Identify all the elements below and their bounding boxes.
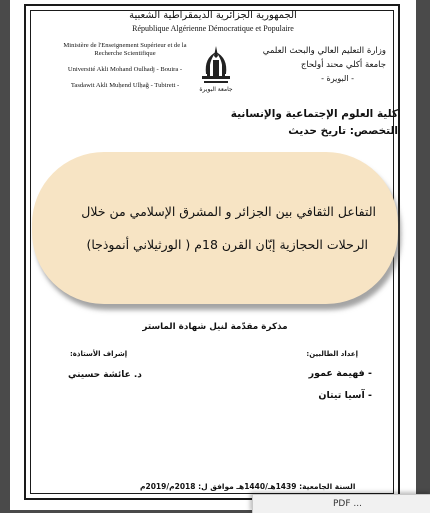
university-french: Université Akli Mohand Oulhadj - Bouira - xyxy=(67,66,183,73)
student-name-text: آسيا تيتان xyxy=(318,390,365,401)
memo-subtitle: مذكرة مقدّمة لنيل شهادة الماستر xyxy=(142,322,288,332)
university-arabic: جامعة أكلي محند أولحاج xyxy=(300,60,386,70)
thesis-title-line-2: الرحلات الحجازية إبّان القرن 18م ( الورثيلاني أنموذجا) xyxy=(86,237,368,252)
specialty: التخصص: تاريخ حديث xyxy=(288,125,398,137)
supervisor-label: إشراف الأستاذة: xyxy=(70,350,128,358)
republic-arabic: الجمهورية الجزائرية الديمقراطية الشعبية xyxy=(129,10,297,21)
students-label: إعداد الطالبين: xyxy=(306,350,358,358)
thesis-title-line-1: التفاعل الثقافي بين الجزائر و المشرق الإسلامي من خلال xyxy=(81,204,376,219)
city-arabic: - البويرة - xyxy=(321,74,354,83)
pdf-popup[interactable] xyxy=(252,494,430,513)
academic-year: السنة الجامعية: 1439هـ/1440هـ موافق ل: 2018م/2019م xyxy=(140,482,356,491)
supervisor-name: د. عائشة حسيني xyxy=(68,370,142,380)
ministry-french: Ministère de l'Enseignement Supérieur et de la Recherche Scientifique xyxy=(63,42,187,57)
title-banner xyxy=(32,152,398,304)
pdf-popup-text: PDF ... xyxy=(333,499,362,509)
university-logo xyxy=(194,44,238,90)
faculty-name: كلية العلوم الإجتماعية والإنسانية xyxy=(230,108,398,120)
document-page xyxy=(10,0,416,510)
republic-french: République Algérienne Démocratique et Populaire xyxy=(132,24,294,33)
student-name-text: فهيمة عمور xyxy=(308,368,365,379)
student-name: - فهيمة عمور xyxy=(308,368,372,379)
logo-caption: جامعة البويرة xyxy=(199,86,233,93)
ministry-arabic: وزارة التعليم العالي والبحث العلمي xyxy=(262,46,386,56)
university-tamazight: Tasdawit Akli Muḥend Ulḥağ - Tubirett - xyxy=(70,82,180,89)
student-name: - آسيا تيتان xyxy=(318,390,372,401)
